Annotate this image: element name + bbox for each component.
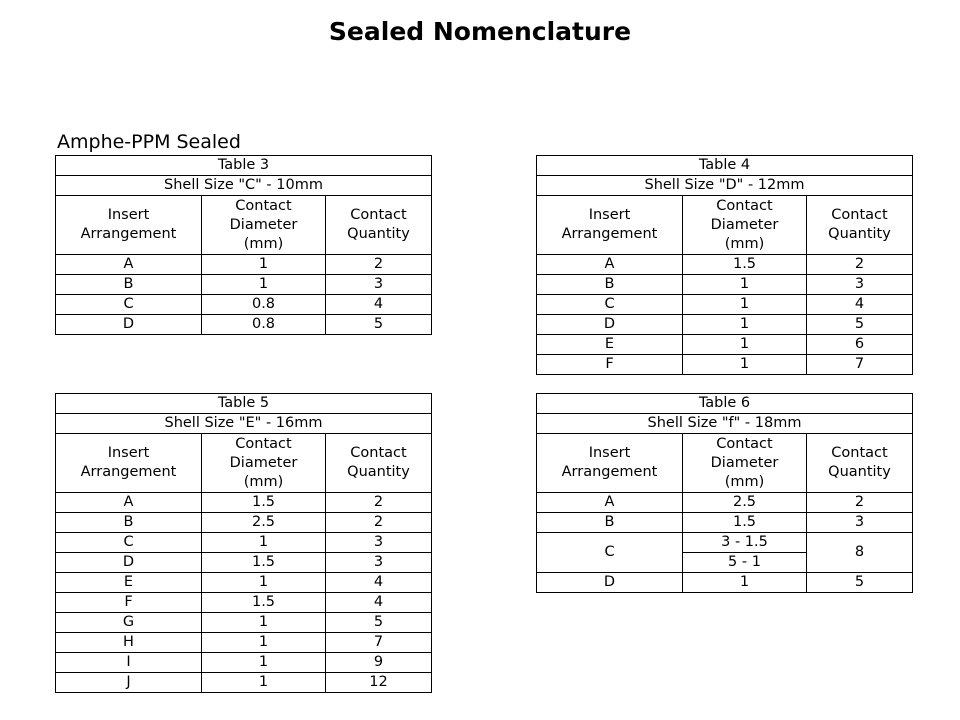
- diameter-cell: 0.8: [202, 315, 326, 335]
- insert-cell: B: [56, 275, 202, 295]
- diameter-cell: 5 - 1: [683, 553, 807, 573]
- table-row: [537, 573, 913, 593]
- quantity-cell: 2: [326, 513, 432, 533]
- header-contact-diameter: Contact Diameter (mm): [202, 434, 326, 493]
- insert-cell: A: [56, 255, 202, 275]
- diameter-cell: 1: [683, 573, 807, 593]
- table-6: [536, 393, 913, 593]
- diameter-cell: 2.5: [683, 493, 807, 513]
- table-title: Table 4: [537, 156, 913, 176]
- insert-cell: A: [537, 255, 683, 275]
- table-row: [56, 593, 432, 613]
- table-title: Table 3: [56, 156, 432, 176]
- table-row: [537, 275, 913, 295]
- table-4: [536, 155, 913, 375]
- quantity-cell: 3: [326, 553, 432, 573]
- quantity-cell: 4: [326, 573, 432, 593]
- quantity-cell: 2: [326, 255, 432, 275]
- table-row: [537, 335, 913, 355]
- diameter-cell: 1: [202, 573, 326, 593]
- diameter-cell: 3 - 1.5: [683, 533, 807, 553]
- diameter-cell: 1: [202, 533, 326, 553]
- diameter-cell: 0.8: [202, 295, 326, 315]
- diameter-cell: 1.5: [202, 493, 326, 513]
- diameter-cell: 1: [202, 633, 326, 653]
- quantity-cell: 6: [807, 335, 913, 355]
- table-row: [56, 533, 432, 553]
- header-insert-arrangement: Insert Arrangement: [56, 196, 202, 255]
- diameter-cell: 1.5: [202, 593, 326, 613]
- diameter-cell: 1: [683, 315, 807, 335]
- diameter-cell: 1: [202, 653, 326, 673]
- diameter-cell: 1.5: [683, 513, 807, 533]
- header-contact-diameter: Contact Diameter (mm): [202, 196, 326, 255]
- table-title: Table 5: [56, 394, 432, 414]
- table-row: [537, 315, 913, 335]
- diameter-cell: 1: [683, 275, 807, 295]
- insert-cell: F: [56, 593, 202, 613]
- table-row: [537, 255, 913, 275]
- header-contact-diameter: Contact Diameter (mm): [683, 434, 807, 493]
- table-row: [56, 573, 432, 593]
- header-contact-quantity: Contact Quantity: [326, 196, 432, 255]
- table-row: [56, 553, 432, 573]
- insert-cell: C: [56, 533, 202, 553]
- table-row: [56, 613, 432, 633]
- quantity-cell: 4: [326, 295, 432, 315]
- header-insert-arrangement: Insert Arrangement: [56, 434, 202, 493]
- table-row: [56, 275, 432, 295]
- quantity-cell: 3: [807, 513, 913, 533]
- quantity-cell: 3: [807, 275, 913, 295]
- table-row: [56, 653, 432, 673]
- diameter-cell: 1.5: [683, 255, 807, 275]
- insert-cell: E: [537, 335, 683, 355]
- quantity-cell: 12: [326, 673, 432, 693]
- insert-cell: D: [537, 573, 683, 593]
- table-row: [56, 315, 432, 335]
- diameter-cell: 1: [202, 255, 326, 275]
- quantity-cell: 5: [326, 315, 432, 335]
- insert-cell: D: [56, 553, 202, 573]
- insert-cell: D: [56, 315, 202, 335]
- diameter-cell: 1: [202, 673, 326, 693]
- insert-cell: C: [537, 533, 683, 573]
- insert-cell: C: [537, 295, 683, 315]
- quantity-cell: 2: [807, 255, 913, 275]
- diameter-cell: 1: [202, 275, 326, 295]
- table-row: [56, 493, 432, 513]
- quantity-cell: 4: [326, 593, 432, 613]
- shell-size: Shell Size "f" - 18mm: [537, 414, 913, 434]
- header-contact-quantity: Contact Quantity: [807, 196, 913, 255]
- insert-cell: A: [537, 493, 683, 513]
- quantity-cell: 2: [326, 493, 432, 513]
- diameter-cell: 1: [202, 613, 326, 633]
- table-5: [55, 393, 432, 693]
- table-row: [537, 355, 913, 375]
- table-title: Table 6: [537, 394, 913, 414]
- shell-size: Shell Size "C" - 10mm: [56, 176, 432, 196]
- insert-cell: B: [56, 513, 202, 533]
- quantity-cell: 8: [807, 533, 913, 573]
- table-row: [537, 513, 913, 533]
- diameter-cell: 1: [683, 335, 807, 355]
- insert-cell: B: [537, 513, 683, 533]
- header-insert-arrangement: Insert Arrangement: [537, 434, 683, 493]
- shell-size: Shell Size "E" - 16mm: [56, 414, 432, 434]
- section-title: Amphe-PPM Sealed: [57, 131, 241, 153]
- page-title: Sealed Nomenclature: [328, 17, 632, 46]
- table-row: [537, 533, 913, 553]
- insert-cell: E: [56, 573, 202, 593]
- insert-cell: C: [56, 295, 202, 315]
- quantity-cell: 2: [807, 493, 913, 513]
- diameter-cell: 2.5: [202, 513, 326, 533]
- table-row: [56, 513, 432, 533]
- quantity-cell: 5: [807, 315, 913, 335]
- insert-cell: F: [537, 355, 683, 375]
- table-row: [537, 295, 913, 315]
- insert-cell: D: [537, 315, 683, 335]
- quantity-cell: 7: [326, 633, 432, 653]
- diameter-cell: 1.5: [202, 553, 326, 573]
- quantity-cell: 5: [807, 573, 913, 593]
- table-row: [56, 633, 432, 653]
- header-contact-diameter: Contact Diameter (mm): [683, 196, 807, 255]
- insert-cell: J: [56, 673, 202, 693]
- quantity-cell: 7: [807, 355, 913, 375]
- table-row: [56, 295, 432, 315]
- shell-size: Shell Size "D" - 12mm: [537, 176, 913, 196]
- insert-cell: B: [537, 275, 683, 295]
- header-contact-quantity: Contact Quantity: [326, 434, 432, 493]
- quantity-cell: 3: [326, 275, 432, 295]
- quantity-cell: 5: [326, 613, 432, 633]
- quantity-cell: 3: [326, 533, 432, 553]
- insert-cell: I: [56, 653, 202, 673]
- table-row: [56, 673, 432, 693]
- quantity-cell: 9: [326, 653, 432, 673]
- insert-cell: A: [56, 493, 202, 513]
- insert-cell: G: [56, 613, 202, 633]
- diameter-cell: 1: [683, 355, 807, 375]
- header-contact-quantity: Contact Quantity: [807, 434, 913, 493]
- table-row: [56, 255, 432, 275]
- quantity-cell: 4: [807, 295, 913, 315]
- table-3: [55, 155, 432, 335]
- insert-cell: H: [56, 633, 202, 653]
- table-row: [537, 493, 913, 513]
- header-insert-arrangement: Insert Arrangement: [537, 196, 683, 255]
- diameter-cell: 1: [683, 295, 807, 315]
